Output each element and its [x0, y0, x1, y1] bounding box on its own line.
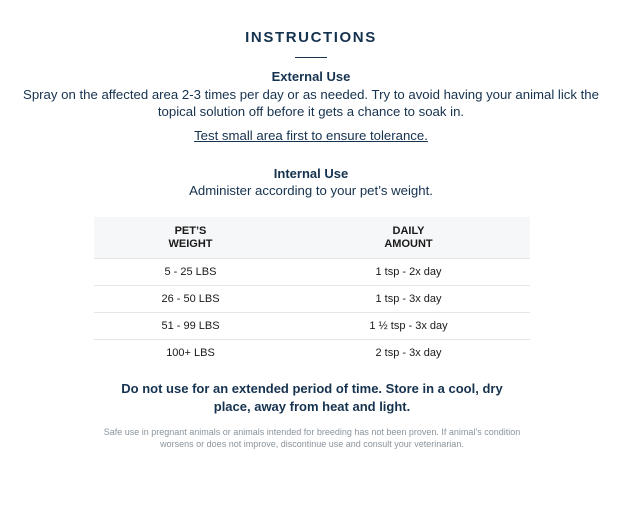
table-row — [94, 340, 530, 367]
header-weight-line1: PET’S — [174, 224, 207, 237]
amount-cell: 1 tsp - 3x day — [287, 286, 530, 313]
column-header-weight — [94, 217, 287, 259]
amount-cell: 1 tsp - 2x day — [287, 259, 530, 286]
weight-cell: 51 - 99 LBS — [94, 313, 287, 340]
amount-cell: 1 ½ tsp - 3x day — [287, 313, 530, 340]
header-amount-line2: AMOUNT — [384, 237, 433, 250]
table-row — [94, 259, 530, 286]
tolerance-note — [0, 128, 622, 143]
internal-use-title: Internal Use — [273, 166, 349, 181]
instructions-heading: INSTRUCTIONS — [245, 29, 377, 46]
dosage-table — [94, 217, 530, 366]
header-weight-line2: WEIGHT — [168, 237, 213, 250]
weight-cell: 5 - 25 LBS — [94, 259, 287, 286]
table-header-row — [94, 217, 530, 259]
table-row — [94, 313, 530, 340]
weight-cell: 26 - 50 LBS — [94, 286, 287, 313]
column-header-amount — [287, 217, 530, 259]
external-use-text: Spray on the affected area 2-3 times per day or as needed. Try to avoid having your animal lick the topical solution off before it gets a chance to soak in. — [23, 87, 599, 119]
weight-cell: 100+ LBS — [166, 347, 215, 359]
external-use-title: External Use — [271, 69, 351, 84]
internal-use-text: Administer according to your pet’s weight. — [189, 183, 433, 198]
storage-warning: Do not use for an extended period of time. Store in a cool, dry place, away from heat and light. — [121, 381, 503, 414]
safety-disclaimer: Safe use in pregnant animals or animals intended for breeding has not been proven. If animal’s condition worsens or does not improve, discontinue use and consult your veterinarian. — [103, 427, 521, 449]
tolerance-link[interactable]: Test small area first to ensure tolerance. — [194, 128, 428, 143]
table-row — [94, 286, 530, 313]
heading-divider — [295, 57, 327, 58]
amount-cell: 2 tsp - 3x day — [375, 347, 442, 359]
header-amount-line1: DAILY — [392, 224, 425, 237]
